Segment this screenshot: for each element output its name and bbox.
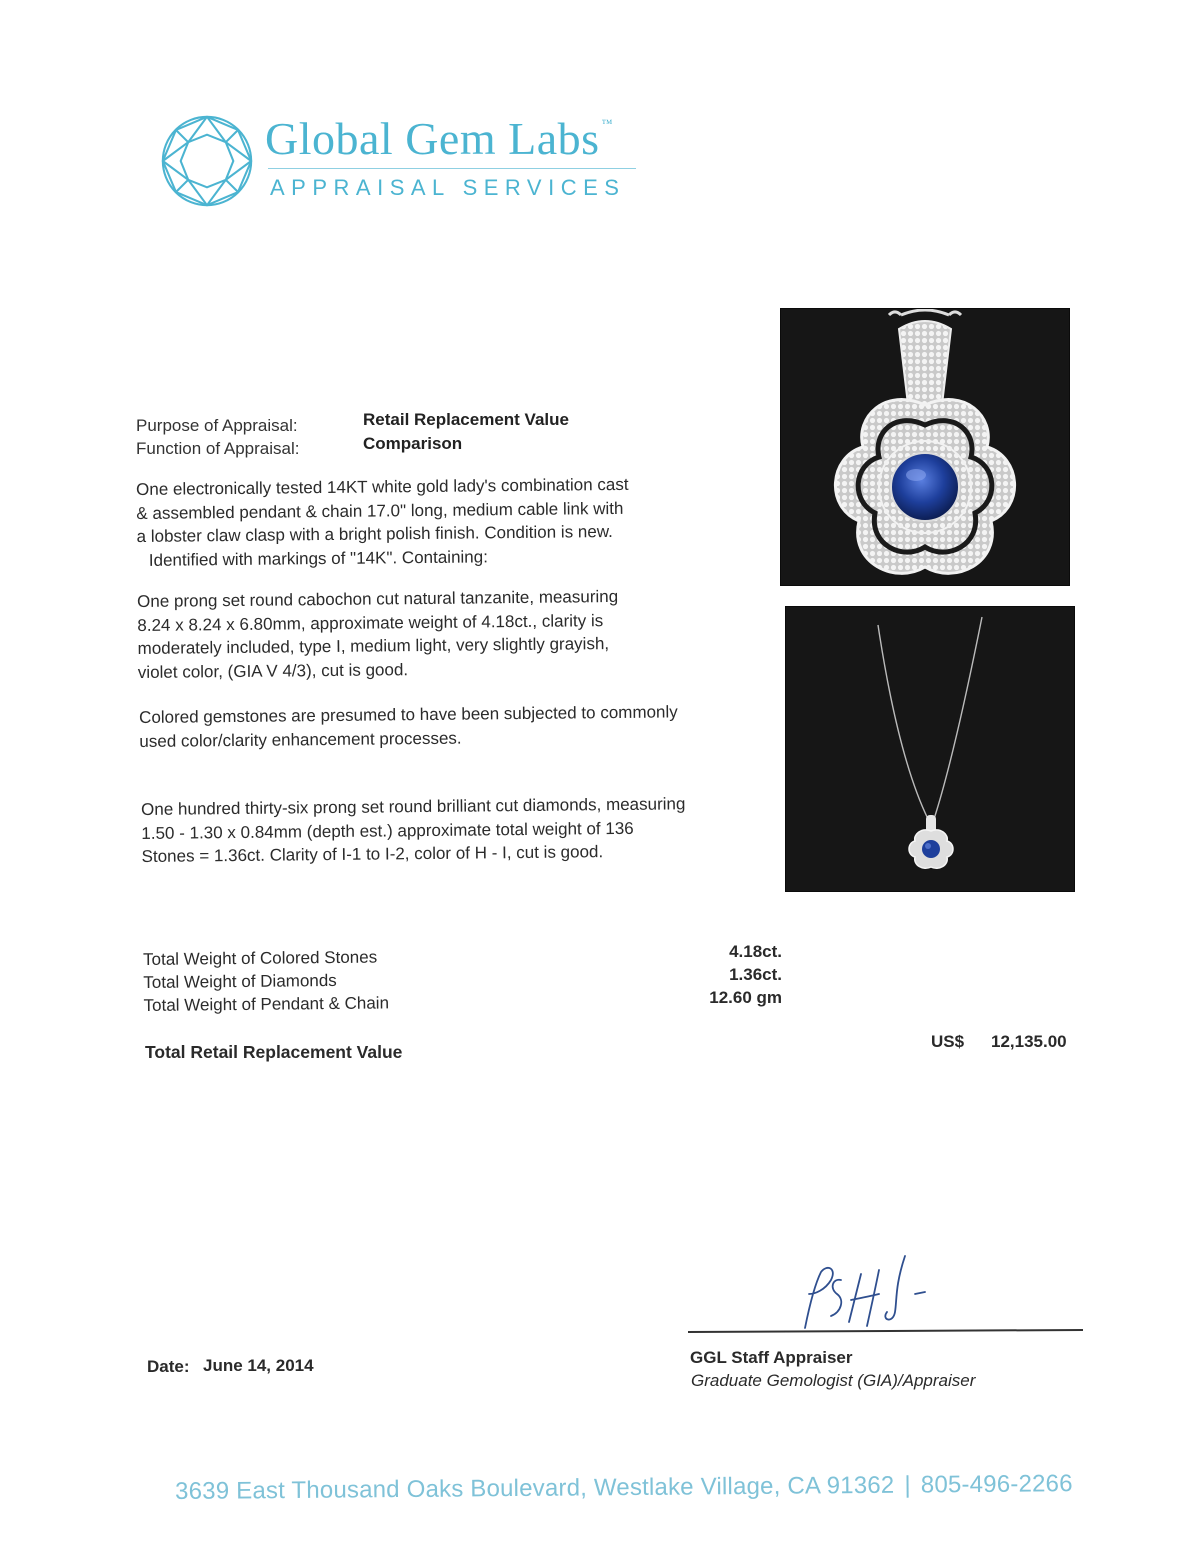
purpose-value: Retail Replacement Value (363, 410, 569, 429)
footer-contact (175, 1470, 1073, 1506)
tanzanite-line: violet color, (GIA V 4/3), cut is good. (137, 659, 409, 682)
total-pendant-chain-label: Total Weight of Pendant & Chain (143, 993, 390, 1015)
diamonds-description (141, 792, 686, 868)
brand-divider (268, 168, 636, 169)
appraiser-credentials: Graduate Gemologist (GIA)/Appraiser (691, 1371, 976, 1390)
brand-subtitle: APPRAISAL SERVICES (270, 175, 626, 200)
tanzanite-description (137, 585, 619, 684)
appraiser-title: GGL Staff Appraiser (690, 1348, 853, 1367)
pendant-chain-icon (786, 607, 1074, 891)
diamonds-line: Stones = 1.36ct. Clarity of I-1 to I-2, color of H - I, cut is good. (141, 842, 604, 866)
total-replacement-value-amount: 12,135.00 (991, 1032, 1067, 1051)
appraiser-signature (775, 1250, 955, 1340)
total-colored-stones-label: Total Weight of Colored Stones (143, 947, 378, 969)
total-pendant-chain-value: 12.60 gm (709, 988, 782, 1007)
footer-separator: | (904, 1471, 911, 1499)
total-diamonds-value: 1.36ct. (729, 965, 782, 984)
footer-phone: 805-496-2266 (920, 1470, 1073, 1499)
function-label: Function of Appraisal: (136, 439, 300, 458)
description-line: a lobster claw clasp with a bright polish finish. Condition is new. (136, 522, 613, 546)
tanzanite-line: 8.24 x 8.24 x 6.80mm, approximate weight of 4.18ct., clarity is (137, 610, 604, 635)
description-line: & assembled pendant & chain 17.0" long, medium cable link with (136, 498, 624, 523)
tanzanite-line: moderately included, type I, medium light, very slightly grayish, (137, 634, 610, 658)
total-colored-stones-value: 4.18ct. (729, 942, 782, 961)
footer-address: 3639 East Thousand Oaks Boulevard, Westlake Village, CA 91362 (175, 1471, 895, 1505)
brand-name: Global Gem Labs ™ (265, 113, 613, 164)
totals-labels (143, 945, 389, 1017)
pendant-closeup-icon (781, 309, 1069, 585)
purpose-label: Purpose of Appraisal: (136, 416, 298, 435)
treatment-disclosure (139, 700, 678, 753)
pendant-with-chain-photo (786, 607, 1074, 891)
pendant-closeup-photo (781, 309, 1069, 585)
item-description (136, 473, 629, 572)
diamonds-line: One hundred thirty-six prong set round brilliant cut diamonds, measuring (141, 794, 686, 819)
diamonds-line: 1.50 - 1.30 x 0.84mm (depth est.) approximate total weight of 136 (141, 818, 634, 843)
total-diamonds-label: Total Weight of Diamonds (143, 970, 337, 992)
trademark-symbol: ™ (601, 118, 613, 130)
gem-logo-icon (160, 114, 254, 208)
description-line: One electronically tested 14KT white gold lady's combination cast (136, 474, 629, 499)
treatment-line: used color/clarity enhancement processes. (139, 728, 462, 751)
function-value: Comparison (363, 434, 463, 453)
tanzanite-line: One prong set round cabochon cut natural tanzanite, measuring (137, 586, 619, 611)
total-replacement-value-label: Total Retail Replacement Value (145, 1042, 403, 1062)
date-value: June 14, 2014 (203, 1356, 314, 1375)
totals-values (686, 942, 782, 1011)
description-line: Identified with markings of "14K". Containing: (148, 546, 488, 570)
currency-label: US$ (931, 1032, 965, 1051)
treatment-line: Colored gemstones are presumed to have been subjected to commonly (139, 702, 678, 727)
date-label: Date: (147, 1357, 190, 1376)
